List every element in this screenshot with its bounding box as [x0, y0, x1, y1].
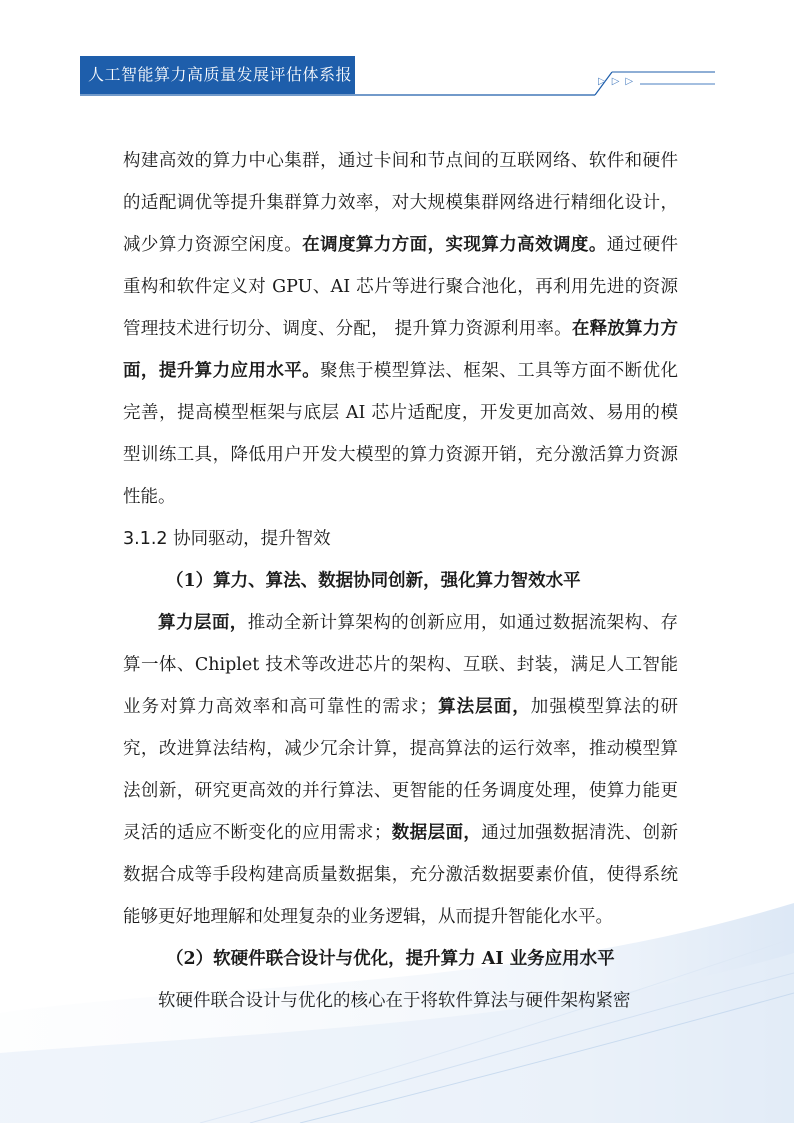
- bold-phrase-release: 在释放算力方面，提升算力应用水平。: [123, 319, 679, 381]
- section-heading-3-1-2: 3.1.2 协同驱动，提升智效: [123, 529, 331, 549]
- text-segment: 加强模型算法的研究，改进算法结构，减少冗余计算，提高算法的运行效率，推动模型算法创新，研究更高效的并行算法、更智能的任务调度处理，使算力能更灵活的适应不断变化的应用需求；: [123, 697, 679, 843]
- text-segment: 构建高效的算力中心集群，通过卡间和节点间的互联网络、软件和硬件的适配调优等提升集群算力效率，对大规模集群网络进行精细化设计，减少算力资源空闲度。: [123, 151, 678, 255]
- text-segment: 软硬件联合设计与优化的核心在于将软件算法与硬件架构紧密: [158, 991, 631, 1011]
- bold-phrase-compute-level: 算力层面，: [158, 613, 248, 633]
- text-segment: 通过硬件重构和软件定义对 GPU、AI 芯片等进行聚合池化，再利用先进的资源管理技术进行切分、调度、分配， 提升算力资源利用率。: [123, 235, 679, 339]
- paragraph-synergy: [123, 602, 678, 938]
- bold-phrase-algorithm-level: 算法层面，: [437, 697, 531, 717]
- text-segment: 通过加强数据清洗、创新数据合成等手段构建高质量数据集，充分激活数据要素价值，使得系统能够更好地理解和处理复杂的业务逻辑，从而提升智能化水平。: [123, 823, 679, 927]
- triple-arrow-icon: ▷▷▷: [598, 76, 640, 87]
- paragraph-hw-sw-codesign: [123, 980, 678, 1022]
- bold-phrase-data-level: 数据层面，: [391, 823, 482, 843]
- text-segment: 聚焦于模型算法、框架、工具等方面不断优化完善，提高模型框架与底层 AI 芯片适配度，开发更加高效、易用的模型训练工具，降低用户开发大模型的算力资源开销，充分激活算力资源性能。: [123, 361, 679, 507]
- paragraph-compute-center: [123, 140, 678, 518]
- subheading-hw-sw-codesign: （2）软硬件联合设计与优化，提升算力 AI 业务应用水平: [166, 949, 615, 969]
- subheading-synergy: （1）算力、算法、数据协同创新，强化算力智效水平: [166, 571, 581, 591]
- page-header: [0, 0, 794, 130]
- document-body: [123, 140, 678, 1022]
- report-title: 人工智能算力高质量发展评估体系报告: [80, 56, 355, 94]
- text-segment: 推动全新计算架构的创新应用，如通过数据流架构、存算一体、Chiplet 技术等改进芯片的架构、互联、封装，满足人工智能业务对算力高效率和高可靠性的需求；: [123, 613, 679, 717]
- bold-phrase-scheduling: 在调度算力方面，实现算力高效调度。: [302, 235, 607, 255]
